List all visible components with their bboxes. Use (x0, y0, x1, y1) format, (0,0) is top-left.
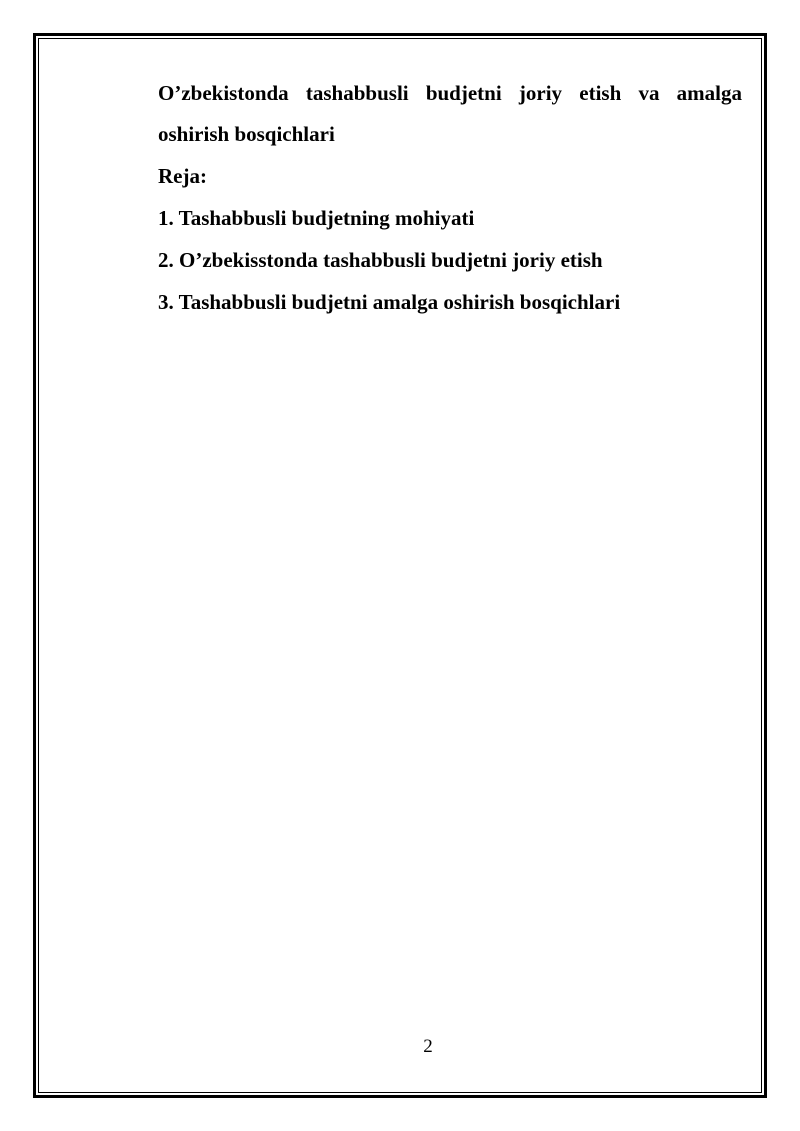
page-number: 2 (423, 1036, 433, 1057)
plan-item: 2. O’zbekisstonda tashabbusli budjetni joriy etish (158, 248, 603, 272)
document-title: O’zbekistonda tashabbusli budjetni joriy etish va amalga oshirish bosqichlari (158, 81, 742, 146)
document-body (158, 73, 742, 323)
plan-item: 3. Tashabbusli budjetni amalga oshirish bosqichlari (158, 290, 621, 314)
plan-item: 1. Tashabbusli budjetning mohiyati (158, 206, 475, 230)
plan-list (158, 197, 742, 323)
plan-heading: Reja: (158, 164, 207, 188)
